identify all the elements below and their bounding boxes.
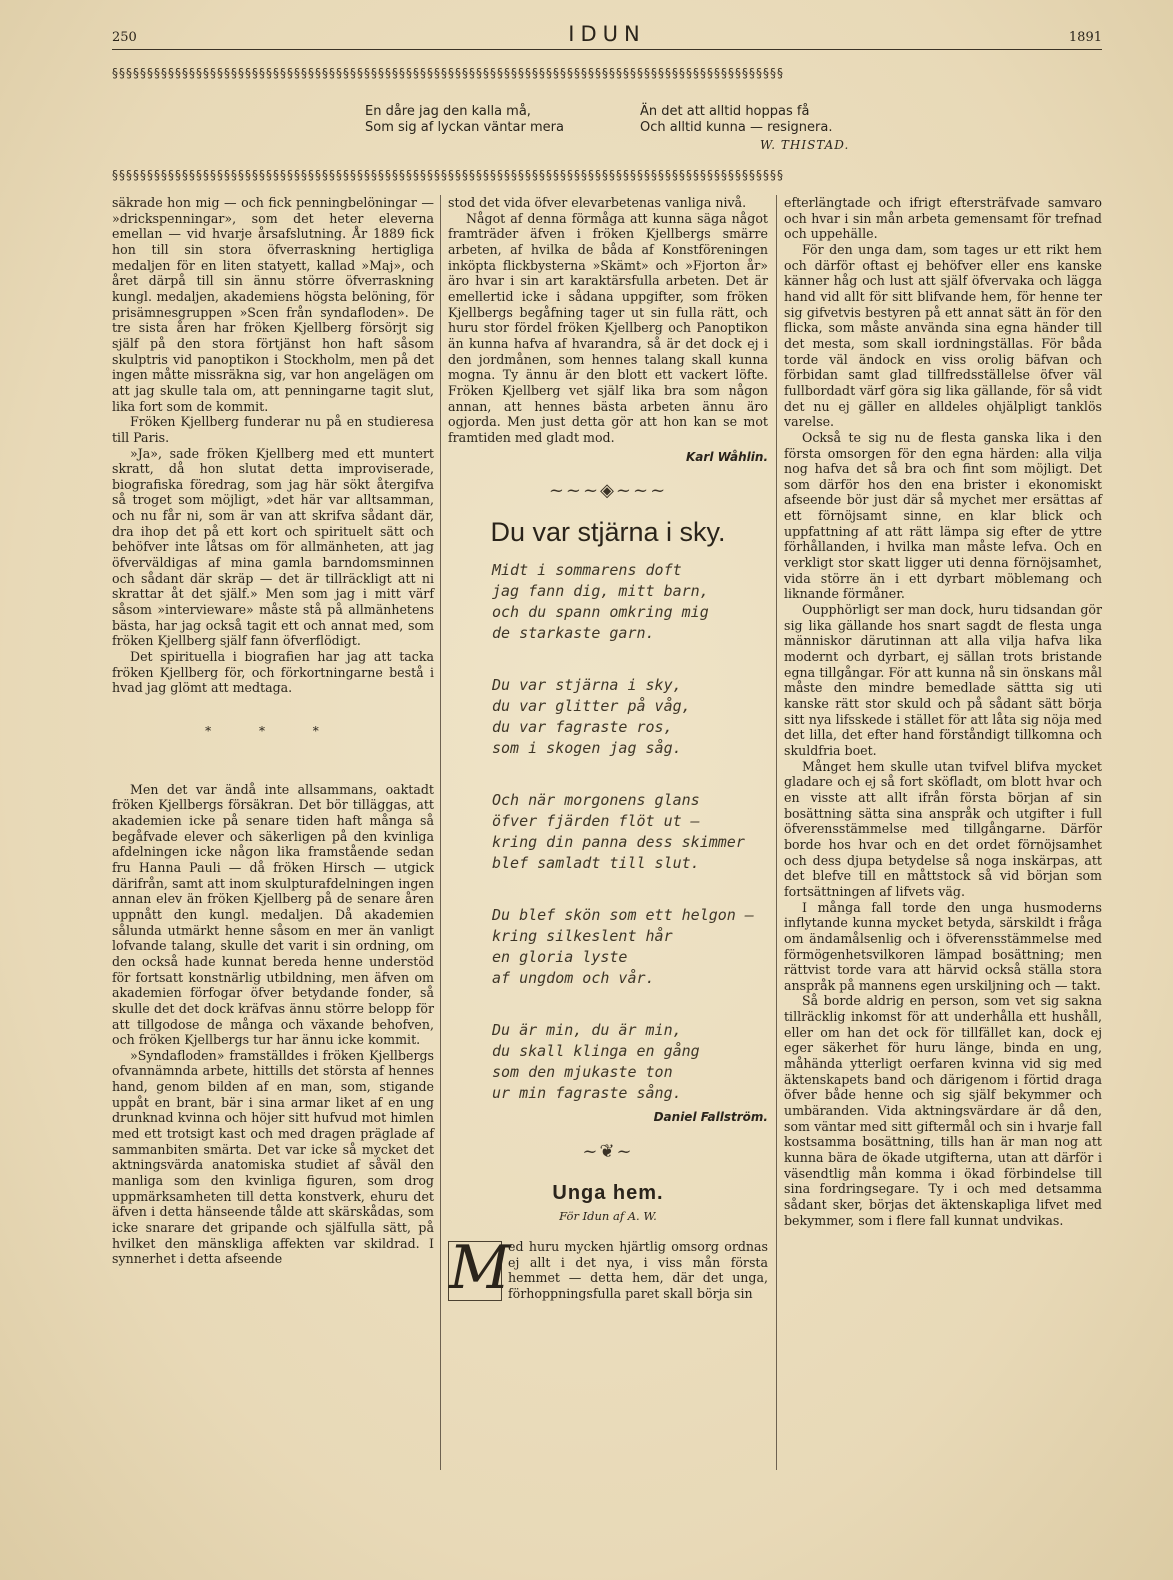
flourish-ornament: ~❦~ xyxy=(582,1141,634,1163)
column-divider xyxy=(776,195,777,1470)
poem-line: som i skogen jag såg. xyxy=(492,739,682,758)
author-signature: Daniel Fallström. xyxy=(653,1110,768,1125)
paragraph: I många fall torde den unga husmoderns inflytande kunna mycket betyda, särskildt i fråga om ändamålsenlig och i öfverensstämmelse med förmögenhetsvilkoren lämpad bosättning; men rättvist torde vara att härvid också ställa stora anspråk på mannens egen urskiljning och — takt. xyxy=(784,899,1102,993)
ornament-border-middle: §§§§§§§§§§§§§§§§§§§§§§§§§§§§§§§§§§§§§§§§§§§§§§§§§§§§§§§§§§§§§§§§§§§§§§§§§§§§§§§§§§§§§§§§§§§§§§§§ xyxy=(112,168,784,182)
poem-line: de starkaste garn. xyxy=(492,624,655,643)
paragraph: efterlängtade och ifrigt eftersträfvade samvaro och hvar i sin mån arbeta gemensamt för trefnad och uppehälle. xyxy=(784,195,1102,242)
poem-line: och du spann omkring mig xyxy=(492,603,709,622)
poem-line: Midt i sommarens doft xyxy=(492,561,682,580)
paragraph: stod det vida öfver elevarbetenas vanliga nivå. xyxy=(448,195,747,210)
paragraph: Fröken Kjellberg funderar nu på en studieresa till Paris. xyxy=(112,414,434,445)
epigraph-line: En dåre jag den kalla må, xyxy=(365,104,531,119)
poem-line: du skall klinga en gång xyxy=(492,1042,700,1061)
paragraph: Månget hem skulle utan tvifvel blifva mycket gladare och ej så fort sköfladt, om blott hvar och en visste att allt ifrån första början af sin bosättning sätta sina anspråk och utgifter i full öfverensstämmelse med tillgångarne. Därför borde hos hvar och en det ordet förnöjsamhet och dess djupa betydelse så noga inskärpas, att det blefve till en måttstock så vid början som fortsättningen af lifvets väg. xyxy=(784,758,1102,899)
epigraph-line: Som sig af lyckan väntar mera xyxy=(365,120,564,135)
poem-line: Du var stjärna i sky, xyxy=(492,676,682,695)
epigraph-left xyxy=(365,104,564,136)
column-2 xyxy=(448,195,768,1302)
column-divider xyxy=(440,195,441,1470)
poem-line: du var fagraste ros, xyxy=(492,718,673,737)
paragraph: Men det var ändå inte allsammans, oaktadt fröken Kjellbergs försäkran. Det bör tilläggas, att akademien icke på senare tiden haft många så begåfvade elever och säkerligen på den kvinliga afdelningen icke någon lika framstående sedan fru Hanna Pauli — då fröken Hirsch — utgick därifrån, samt att inom skulpturafdelningen ingen annan elev än fröken Kjellberg på de senare åren uppnått den kungl. medaljen. Då akademien sålunda utmärkt henne såsom en mer än vanligt lofvande talang, skulle det varit i sin ordning, om den också hade kunnat bereda henne understöd för fortsatt konstnärlig utbildning, men äfven om akademien förfogar öfver betydande fonder, så skulle det det dock kräfvas ännu större belopp för att tillgodose de många och växande behofven, och fröken Kjellbergs tur har ännu icke kommit. xyxy=(112,781,434,1048)
poem-line: ur min fagraste sång. xyxy=(492,1084,682,1103)
page-number: 250 xyxy=(112,30,137,45)
poem-line: kring silkeslent hår xyxy=(492,927,673,946)
paragraph: Oupphörligt ser man dock, huru tidsandan gör sig lika gällande hos snart sagdt de flesta unga människor därutinnan att alla vilja hafva lika modernt och dyrbart, ej sällan trots bristande egna tillgångar. För att kunna nå sin önskans mål måste den mindre bemedlade sättta sig uti kanske rätt stor skuld och på sådant sätt börja sitt nya lifsskede i stället för att låta sig nöja med det lilla, det efter hand förståndigt tillkomna och skuldfria boet. xyxy=(784,602,1102,758)
header-rule xyxy=(112,49,1102,50)
epigraph-signature: W. THISTAD. xyxy=(760,138,850,152)
poem-line: du var glitter på våg, xyxy=(492,697,691,716)
column-1 xyxy=(112,195,434,1267)
masthead-title: IDUN xyxy=(568,22,646,46)
paragraph xyxy=(448,1233,768,1304)
epigraph-line: Än det att alltid hoppas få xyxy=(640,104,810,119)
flourish-ornament: ~~~◈~~~ xyxy=(548,480,668,502)
column-3 xyxy=(784,195,1102,1228)
poem-title: Du var stjärna i sky. xyxy=(490,516,726,547)
poem-line: som den mjukaste ton xyxy=(492,1063,673,1082)
poem-line: Du är min, du är min, xyxy=(492,1021,682,1040)
ornament-border-top: §§§§§§§§§§§§§§§§§§§§§§§§§§§§§§§§§§§§§§§§§§§§§§§§§§§§§§§§§§§§§§§§§§§§§§§§§§§§§§§§§§§§§§§§§§§§§§§§ xyxy=(112,66,784,80)
page-header xyxy=(112,22,1102,50)
drop-cap: M xyxy=(449,1233,511,1304)
poem-line: Du blef skön som ett helgon — xyxy=(492,906,754,925)
poem-line: öfver fjärden flöt ut — xyxy=(492,812,700,831)
paragraph: För den unga dam, som tages ur ett rikt hem och därför oftast ej behöfver eller ens kanske känner håg och lust att själf öfvervaka och lägga hand vid allt för sitt blifvande hem, för henne ter sig gifvetvis bestyren på ett annat sätt än för den flicka, som måste använda sina egna händer till det mesta, som skall iordningställas. För båda torde väl ändock en viss orolig bäfvan och förbidan samt glad tillfredsställelse öfver väl fullbordadt värf göra sig lika gällande, för så vidt det nu ej gäller en alldeles ohjälpligt tanklös varelse. xyxy=(784,241,1102,430)
section-title: Unga hem. xyxy=(552,1181,664,1204)
poem-stanza xyxy=(492,905,768,989)
poem-line: jag fann dig, mitt barn, xyxy=(492,582,709,601)
epigraph-right xyxy=(640,104,833,136)
paragraph: »Ja», sade fröken Kjellberg med ett muntert skratt, då hon slutat detta improviserade, biografiska föredrag, som jag här sökt återgifva så troget som möjligt, »det här var alltsamman, och nu får ni, som är van att skrifva sådant där, dra ihop det på ett kort och spirituelt sätt och behöfver inte låtsas om för allmänheten, att jag öfverväldigas af mina gamla barndomsminnen och sådant där skräp — det är tillräckligt att ni skrattar åt det själf.» Men som jag i mitt värf såsom »intervieware» måste stå på allmänhetens bästa, har jag också tagit ett och annat med, som fröken Kjellberg själf fann öfverflödigt. xyxy=(112,445,434,649)
poem-line: en gloria lyste xyxy=(492,948,628,967)
paragraph: Det spirituella i biografien har jag att tacka fröken Kjellberg för, och förkortningarne bestå i hvad jag glömt att medtaga. xyxy=(112,649,434,696)
poem-line: kring din panna dess skimmer xyxy=(492,833,745,852)
paragraph-text: ed huru mycken hjärtlig omsorg ordnas ej allt i det nya, i viss mån första hemmet — detta hem, där det unga, förhoppningsfulla paret skall börja sin xyxy=(508,1239,768,1302)
poem-line: af ungdom och vår. xyxy=(492,969,655,988)
paragraph: Också te sig nu de flesta ganska lika i den första omsorgen för den egna härden: alla vilja nog hafva det så bra och fint som möjligt. Det som därför hos den ena brister i ekonomiskt afseende bör just där så mychet mer ersättas af ett förnöjsamt sinne, en klar blick och uppfattning af att rätt lämpa sig efter de yttre förhållanden, i hvilka man måste lefva. Och en verkligt stor skatt ligger uti denna förnöjsamhet, vida större än i ett dyrbart möblemang och liknande förmåner. xyxy=(784,429,1102,602)
paragraph: säkrade hon mig — och fick penningbelöningar — »drickspenningar», som det heter eleverna emellan — vid hvarje årsafslutning. År 1889 fick hon till sin stora öfverraskning hertigliga medaljen för en liten statyett, kallad »Maj», och året därpå till sin ännu större öfverraskning kungl. medaljen, akademiens högsta belöning, för prisämnesgruppen »Scen från syndafloden». De tre sista åren har fröken Kjellberg försörjt sig själf på den stora förtjänst hon haft såsom skulptris vid panoptikon i Stockholm, men på det ingen måtte missräkna sig, var hon angelägen om att jag skulle tala om, att penningarne tagit slut, lika fort som de kommit. xyxy=(112,195,434,414)
paragraph: »Syndafloden» framställdes i fröken Kjellbergs ofvannämnda arbete, hittills det största af hennes hand, genom bilden af en man, som, stigande uppåt en brant, bär i sina armar liket af en ung drunknad kvinna och höjer sitt hufvud mot himlen med ett trotsigt kast och med dragen präglade af sammanbiten smärta. Det var icke så mycket det aktningsvärda anatomiska studiet af såväl den manliga som den kvinliga figuren, som drog uppmärksamheten till detta konstverk, ehuru det äfven i detta hänseende tålde att skärskådas, som icke snarare det gripande och själfulla sätt, på hvilket den mänskliga affekten var skildrad. I synnerhet i detta afseende xyxy=(112,1047,434,1267)
epigraph-line: Och alltid kunna — resignera. xyxy=(640,120,833,135)
poem-line: Och när morgonens glans xyxy=(492,791,700,810)
asterism: * * * xyxy=(205,724,341,738)
year: 1891 xyxy=(1068,30,1102,45)
poem-stanza xyxy=(492,560,768,644)
author-signature: Karl Wåhlin. xyxy=(686,449,768,464)
poem-stanza xyxy=(492,1020,768,1104)
poem-stanza xyxy=(492,790,768,874)
byline: För Idun af A. W. xyxy=(559,1209,657,1224)
paragraph: Något af denna förmåga att kunna säga något framträder äfven i fröken Kjellbergs smärre arbeten, af hvilka de båda af Konstföreningen inköpta flickbysterna »Skämt» och »Fjorton år» äro hvar i sin art karaktärsfulla arbeten. Det är emellertid icke i sådana uppgifter, som fröken Kjellbergs begåfning tager ut sin fulla rätt, och huru stor fördel fröken Kjellberg och Panoptikon än kunna hafva af hvarandra, så är det dock ej i den jordmånen, som hennes talang skall kunna mogna. Ty ännu är den blott ett vackert löfte. Fröken Kjellberg vet själf lika bra som någon annan, att hennes bästa arbeten ännu äro ogjorda. Men just detta gör att hon kan se mot framtiden med gladt mod. xyxy=(448,210,768,445)
poem-line: blef samladt till slut. xyxy=(492,854,700,873)
paragraph: Så borde aldrig en person, som vet sig sakna tillräcklig inkomst för att underhålla ett hushåll, eller om han det ock för tillfället kan, dock ej eger säkerhet för huru länge, binda en ung, måhända ytterligt oerfaren kvinna vid sig med äktenskapets band och därigenom i förtid draga öfver både henne och sig själf bekymmer och umbäranden. Vida aktningsvärdare är då den, som väntar med sitt giftermål och sin i hvarje fall kostsamma bosättning, tills han är man nog att kunna bära de ökade utgifterna, utan att därför i väsendtlig mån komma i ökad förbindelse till sina fordringsegare. Ty i och med detsamma sådant sker, börjas det äktenskapliga lifvet med bekymmer, som i flere fall kunnat undvikas. xyxy=(784,993,1102,1228)
poem-stanza xyxy=(492,675,768,759)
